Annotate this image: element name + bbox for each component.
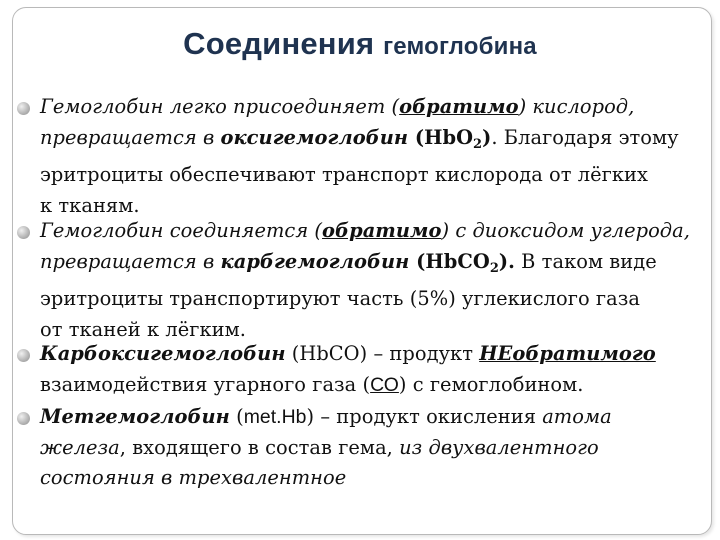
page-title [0,26,720,62]
bullet-text [40,216,700,345]
text-line: к тканям. [40,193,140,217]
text-span: Гемоглобин легко присоединяет ( [40,95,400,118]
text-span: ) с гемоглобином. [398,372,584,396]
text-span: ) – продукт [359,342,480,365]
term-methemoglobin: Метгемоглобин [40,405,230,428]
formula-hbco: HbCO [299,342,360,365]
bullet-dot-icon [17,349,30,362]
text-line: состояния в трехвалентное [40,466,347,489]
bullet-text [40,402,700,494]
text-span: ( [409,249,426,273]
text-line: от тканей к лёгким. [40,317,246,341]
text-span: ) кислород, [518,95,635,118]
text-emphasis: обратимо [399,95,519,118]
formula-subscript: 2 [473,136,483,152]
text-span: ( [229,405,244,428]
text-span: из двухвалентного [399,435,599,459]
term-oxyhemoglobin: оксигемоглобин [220,125,409,149]
text-emphasis: обратимо [322,219,442,242]
text-span: взаимодействия угарного газа ( [40,372,371,396]
bullet-dot-icon [17,226,30,239]
text-span: железа [40,435,120,459]
formula-methb: met.Hb [243,406,307,428]
title-word-2: гемоглобина [383,33,537,60]
formula-co: СО [370,373,399,396]
term-carboxyhemoglobin: Карбоксигемоглобин [40,342,286,365]
text-line: эритроциты транспортируют часть (5%) углекислого газа [40,287,640,310]
text-span: ) [482,125,492,149]
term-carbhemoglobin: карбгемоглобин [220,249,410,273]
formula-subscript: 2 [489,260,499,276]
text-span: ( [408,125,425,149]
text-span: , входящего в состав гема, [119,435,400,459]
formula-hbco2: HbCO [425,249,490,273]
bullet-text [40,92,700,221]
bullet-text [40,339,700,400]
text-span: ). [498,249,515,273]
text-span: превращается в [40,125,221,149]
text-emphasis: НЕобратимого [479,342,656,365]
text-span: . Благодаря этому [491,125,679,149]
text-span: превращается в [40,249,221,273]
text-span: В таком виде [514,249,657,273]
text-span: ) – продукт окисления [306,405,543,428]
text-span: Гемоглобин соединяется ( [40,219,323,242]
bullet-dot-icon [17,102,30,115]
text-line: эритроциты обеспечивают транспорт кислорода от лёгких [40,163,648,186]
text-span: ) с диоксидом углерода, [441,219,690,242]
formula-hbo2: HbO [424,125,474,149]
bullet-dot-icon [17,412,30,425]
title-word-1: Соединения [183,26,375,61]
text-span: ( [285,342,300,365]
text-span: атома [542,405,612,428]
